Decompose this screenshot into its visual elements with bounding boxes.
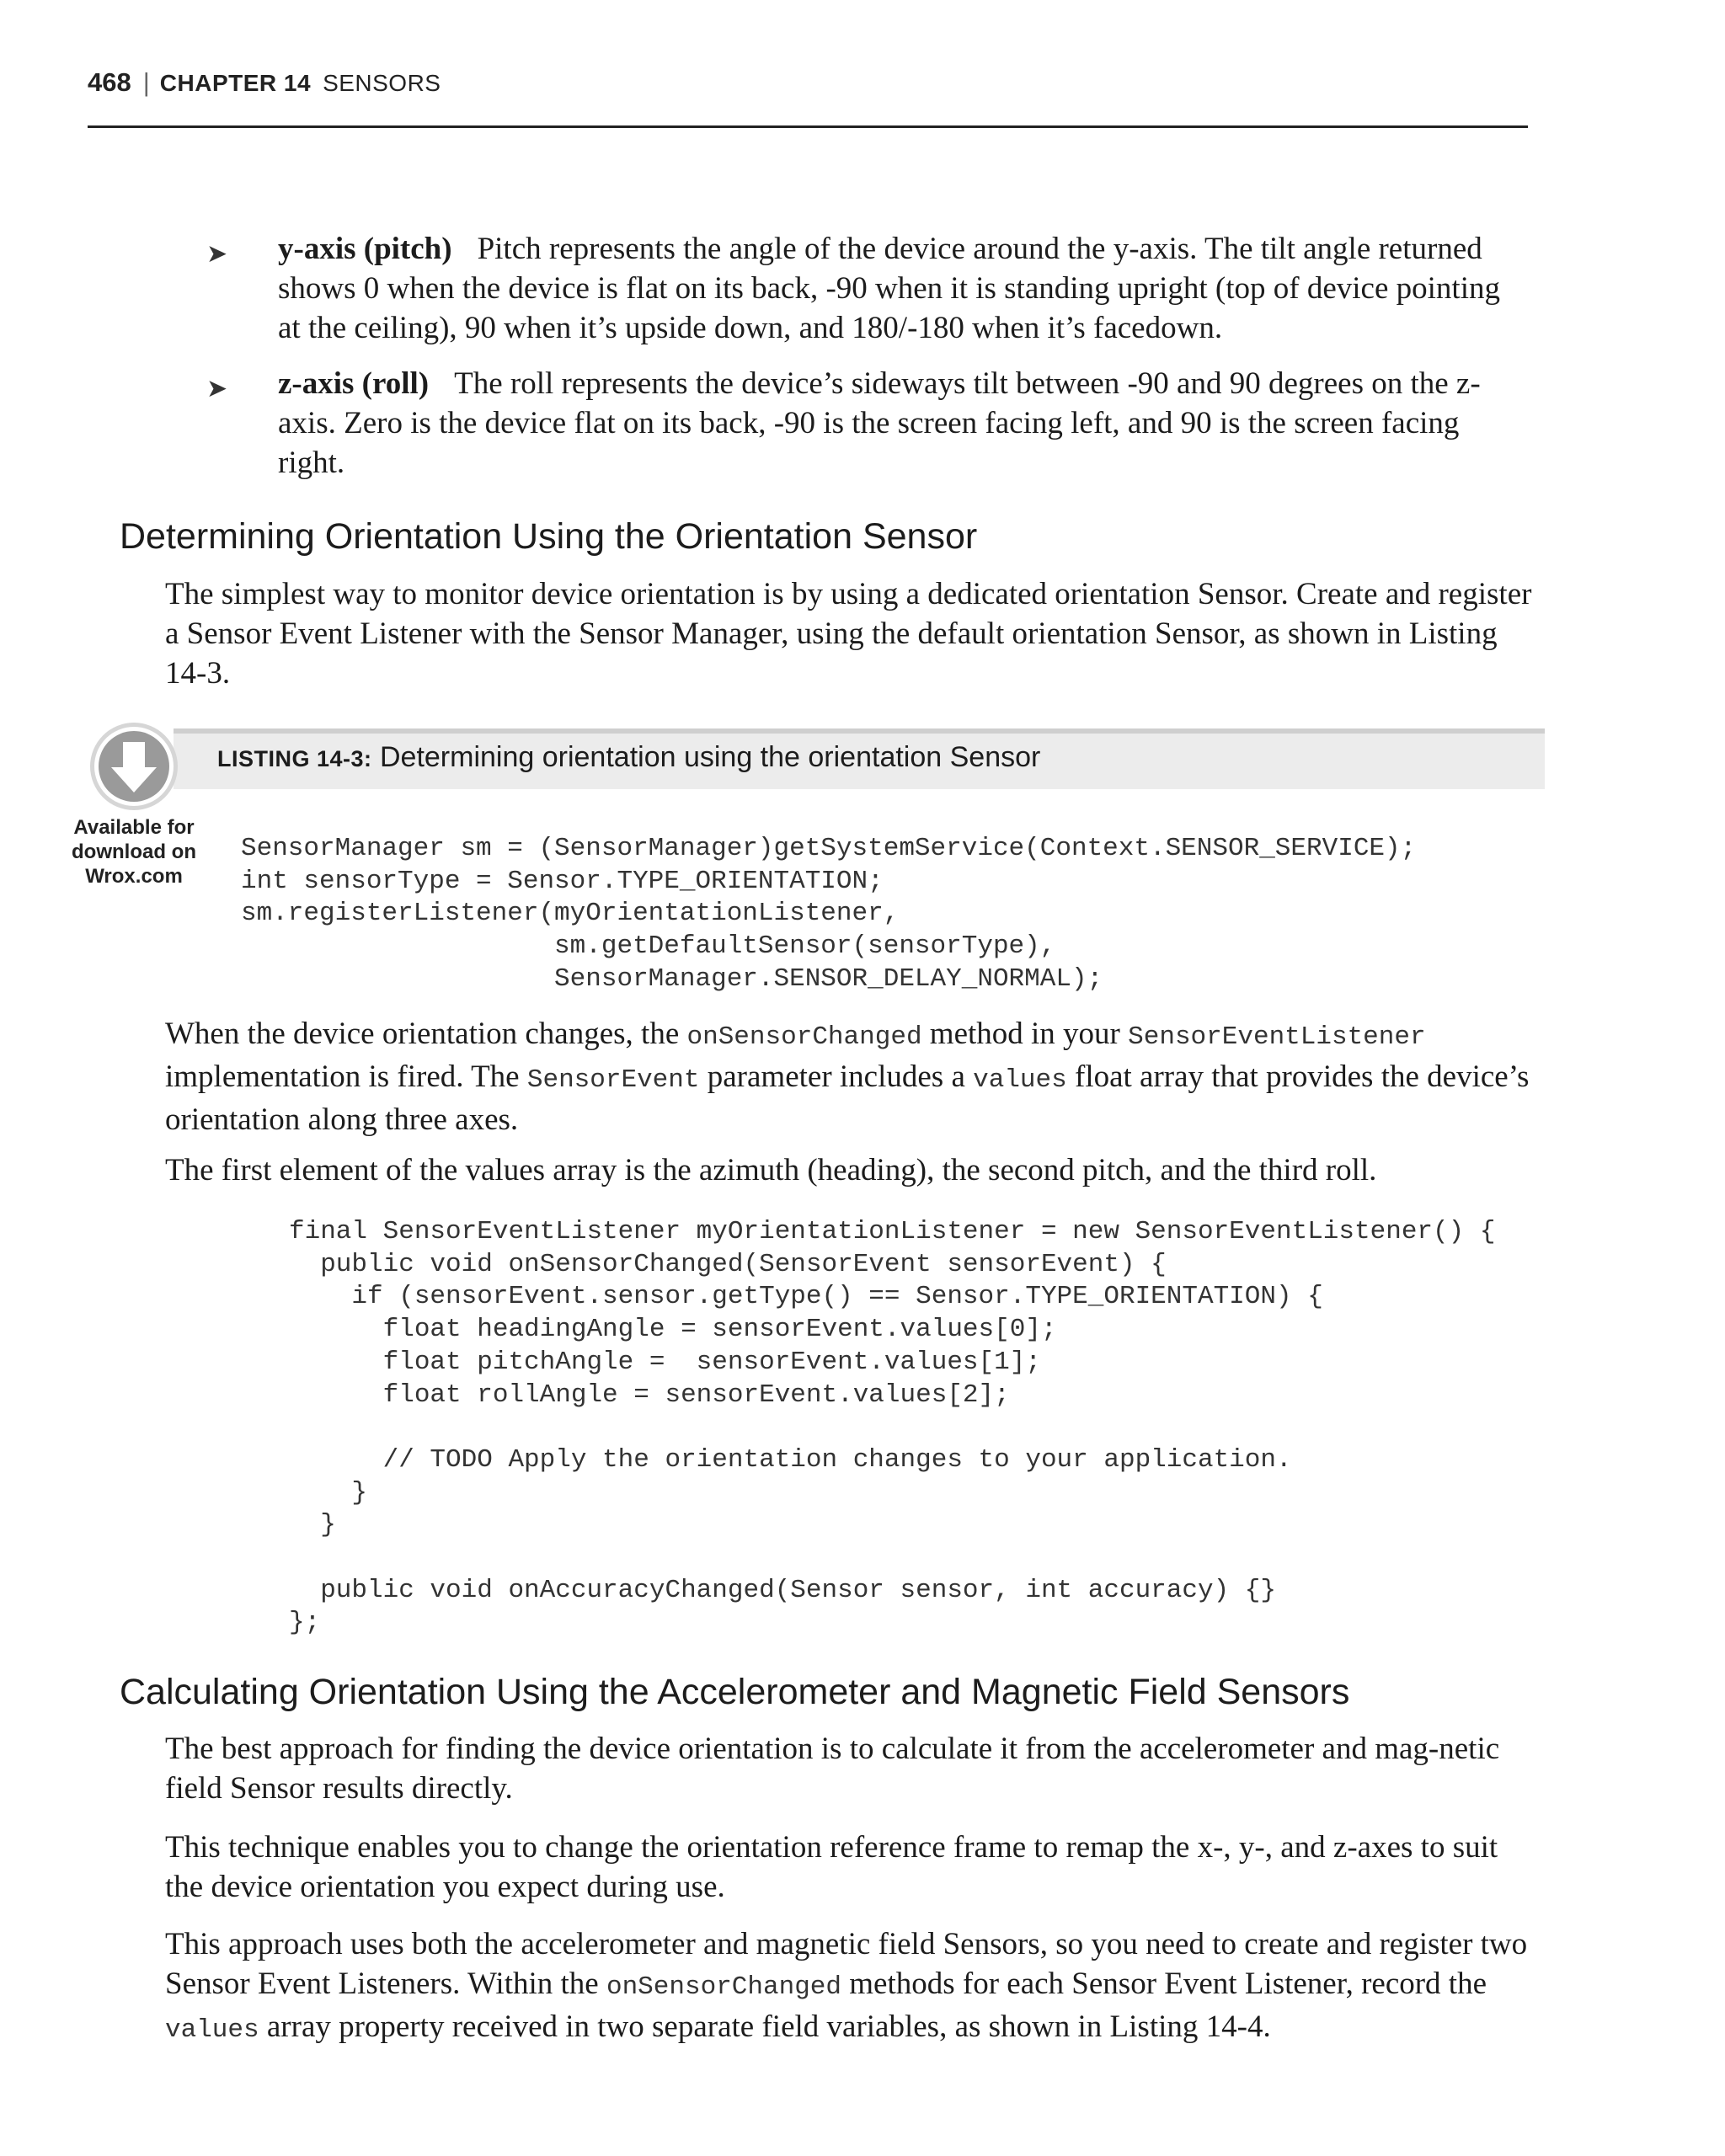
bullet-description: The roll represents the device’s sideways tilt between -90 and 90 degrees on the z-axis. Zero is the device flat on its back, -90 is the screen facing left, and 90 is the screen facing right. (278, 366, 1481, 480)
download-note (71, 815, 197, 889)
arrowhead-bullet-icon: ➤ (206, 375, 228, 403)
inline-code: onSensorChanged (606, 1972, 842, 2002)
page-number: 468 (88, 67, 131, 97)
header-rule (88, 125, 1528, 128)
text-run: methods for each Sensor Event Listener, record the (841, 1967, 1487, 2001)
header-separator: | (142, 67, 150, 97)
section-heading: Determining Orientation Using the Orientation Sensor (120, 516, 978, 557)
bullet-roll (278, 364, 1525, 483)
inline-code: SensorEventListener (1128, 1022, 1426, 1052)
download-note-line: Available for (73, 816, 195, 839)
paragraph: This technique enables you to change the orientation reference frame to remap the x-, y-, and z-axes to suit the device orientation you expect during use. (165, 1830, 1498, 1904)
arrowhead-bullet-icon: ➤ (206, 240, 228, 268)
paragraph: The first element of the values array is the azimuth (heading), the second pitch, and the third roll. (165, 1153, 1377, 1187)
code-block: final SensorEventListener myOrientationListener = new SensorEventListener() { public void onSensorChanged(SensorEvent sensorEvent) { if (sensorEvent.sensor.getType() == Sensor.TYPE_ORIENTATION) { float headingAngle = sensorEvent.values[0]; float pitchAngle = sensorEvent.values[1]; float rollAngle = sensorEvent.values[2]; // TODO Apply the orientation changes to your application. } } public void onAccuracyChanged(Sensor sensor, int accuracy) {} }; (289, 1217, 1496, 1638)
listing-caption (217, 741, 1040, 774)
chapter-label: CHAPTER 14 (159, 70, 312, 96)
section-label: SENSORS (323, 70, 441, 96)
paragraph (165, 1924, 1538, 2050)
inline-code: values (973, 1065, 1067, 1095)
text-run: parameter includes a (699, 1059, 974, 1094)
text-run: implementation is fired. The (165, 1059, 527, 1094)
section-heading: Calculating Orientation Using the Accelerometer and Magnetic Field Sensors (120, 1672, 1350, 1712)
listing-label: LISTING 14-3: (217, 746, 372, 771)
bullet-term: z-axis (roll) (278, 366, 430, 401)
text-run: method in your (921, 1017, 1129, 1051)
inline-code: values (165, 2015, 259, 2045)
bullet-description: Pitch represents the angle of the device around the y-axis. The tilt angle returned shows 0 when the device is flat on its back, -90 when it is standing upright (top of device pointing at the ceiling), 90 when it’s upside down, and 180/-180 when it’s facedown. (278, 232, 1500, 345)
bullet-pitch (278, 229, 1525, 348)
bullet-term: y-axis (pitch) (278, 232, 452, 266)
text-run: array property received in two separate field variables, as shown in Listing 14-4. (259, 2009, 1271, 2044)
running-head (88, 67, 441, 98)
download-note-line: download on (72, 841, 196, 863)
listing-title: Determining orientation using the orientation Sensor (379, 741, 1041, 773)
download-arrow-icon (88, 720, 180, 813)
paragraph (165, 1014, 1538, 1139)
inline-code: SensorEvent (526, 1065, 700, 1095)
inline-code: onSensorChanged (686, 1022, 922, 1052)
paragraph: The simplest way to monitor device orientation is by using a dedicated orientation Sensor. Create and register a Sensor Event Listener with the Sensor Manager, using the default orientation Sensor, as shown in Listing 14-3. (165, 577, 1532, 691)
listing-code: SensorManager sm = (SensorManager)getSystemService(Context.SENSOR_SERVICE); int sensorType = Sensor.TYPE_ORIENTATION; sm.registerListener(myOrientationListener, sm.getDefaultSensor(sensorType), SensorManager.SENSOR_DELAY_NORMAL); (241, 834, 1417, 994)
download-note-line: Wrox.com (85, 865, 183, 888)
text-run: This approach uses both the accelerometer and magnetic field Sensors, so you need to create and register two Sensor Event Listeners. Within the (165, 1927, 1528, 2001)
paragraph: The best approach for finding the device orientation is to calculate it from the accelerometer and mag-netic field Sensor results directly. (165, 1732, 1500, 1806)
text-run: float array that provides the device’s orientation along three axes. (165, 1059, 1530, 1137)
text-run: When the device orientation changes, the (165, 1017, 687, 1051)
